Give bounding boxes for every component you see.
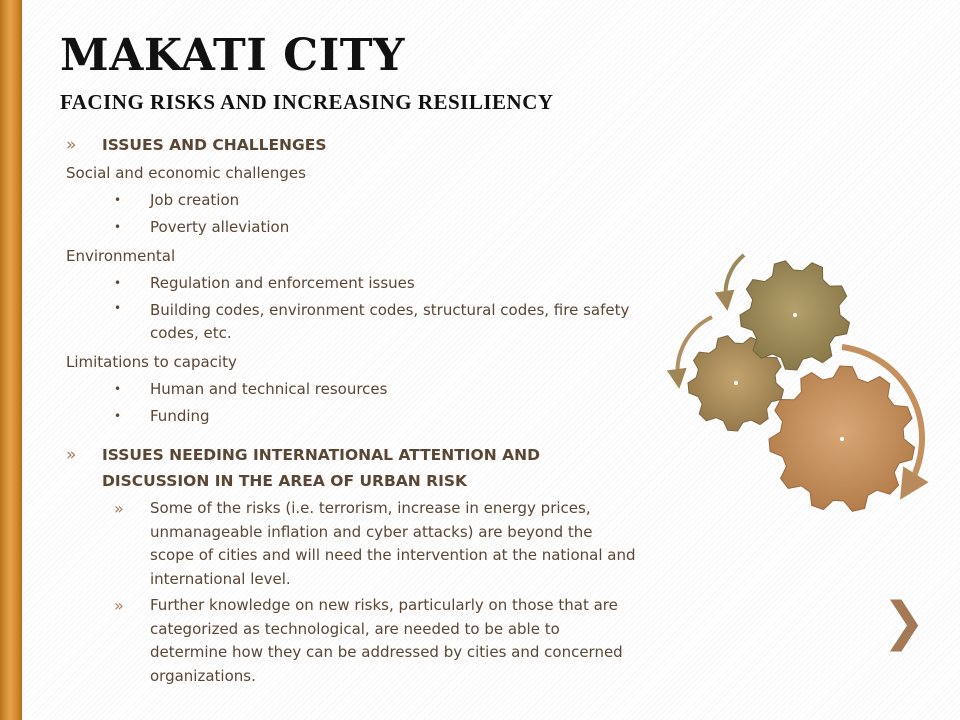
slide-content (66, 132, 636, 688)
bullet-icon: • (114, 301, 122, 315)
sub-marker-icon: » (114, 499, 124, 518)
list-item (66, 497, 636, 591)
slide-subtitle: FACING RISKS AND INCREASING RESILIENCY (60, 90, 554, 114)
group-label: Limitations to capacity (66, 353, 237, 371)
section-heading-text: ISSUES NEEDING INTERNATIONAL ATTENTION AND DISCUSSION IN THE AREA OF URBAN RISK (102, 446, 540, 490)
list-item-text: Human and technical resources (150, 380, 388, 398)
section-marker-icon: » (66, 445, 77, 465)
gear-cycle-icon (660, 245, 950, 515)
list-item (66, 187, 636, 214)
sub-marker-icon: » (114, 596, 124, 615)
list-item (66, 270, 636, 297)
list-item-text: Building codes, environment codes, structural codes, fire safety codes, etc. (150, 301, 630, 342)
list-item (66, 214, 636, 241)
slide-title: MAKATI CITY (60, 30, 405, 81)
bullet-icon: • (114, 220, 122, 234)
section-heading-issues (66, 132, 636, 158)
list-item-text: Some of the risks (i.e. terrorism, increase in energy prices, unmanageable inflation and cyber attacks) are beyond the scope of cities and will need the intervention at the national and international level. (150, 499, 636, 588)
bullet-icon: • (114, 409, 122, 423)
list-item-text: Job creation (150, 191, 240, 209)
group-label: Social and economic challenges (66, 164, 306, 182)
list-item-text: Further knowledge on new risks, particularly on those that are categorized as technological, are needed to be able to determine how they can be addressed by cities and concerned organizations. (150, 596, 623, 685)
group-label: Environmental (66, 247, 176, 265)
list-item-text: Regulation and enforcement issues (150, 274, 415, 292)
section-heading-international (66, 442, 636, 494)
list-item (66, 297, 636, 347)
bullet-icon: • (114, 382, 122, 396)
section-marker-icon: » (66, 135, 77, 155)
bullet-icon: • (114, 276, 122, 290)
list-item (66, 594, 636, 688)
list-item (66, 403, 636, 430)
chevron-right-icon[interactable]: ❯ (882, 592, 926, 652)
list-item-text: Poverty alleviation (150, 218, 290, 236)
bullet-icon: • (114, 193, 122, 207)
cycle-arrow-top (725, 255, 744, 301)
side-accent-bar (0, 0, 22, 720)
list-item-text: Funding (150, 407, 210, 425)
section-heading-text: ISSUES AND CHALLENGES (102, 136, 327, 154)
list-item (66, 376, 636, 403)
